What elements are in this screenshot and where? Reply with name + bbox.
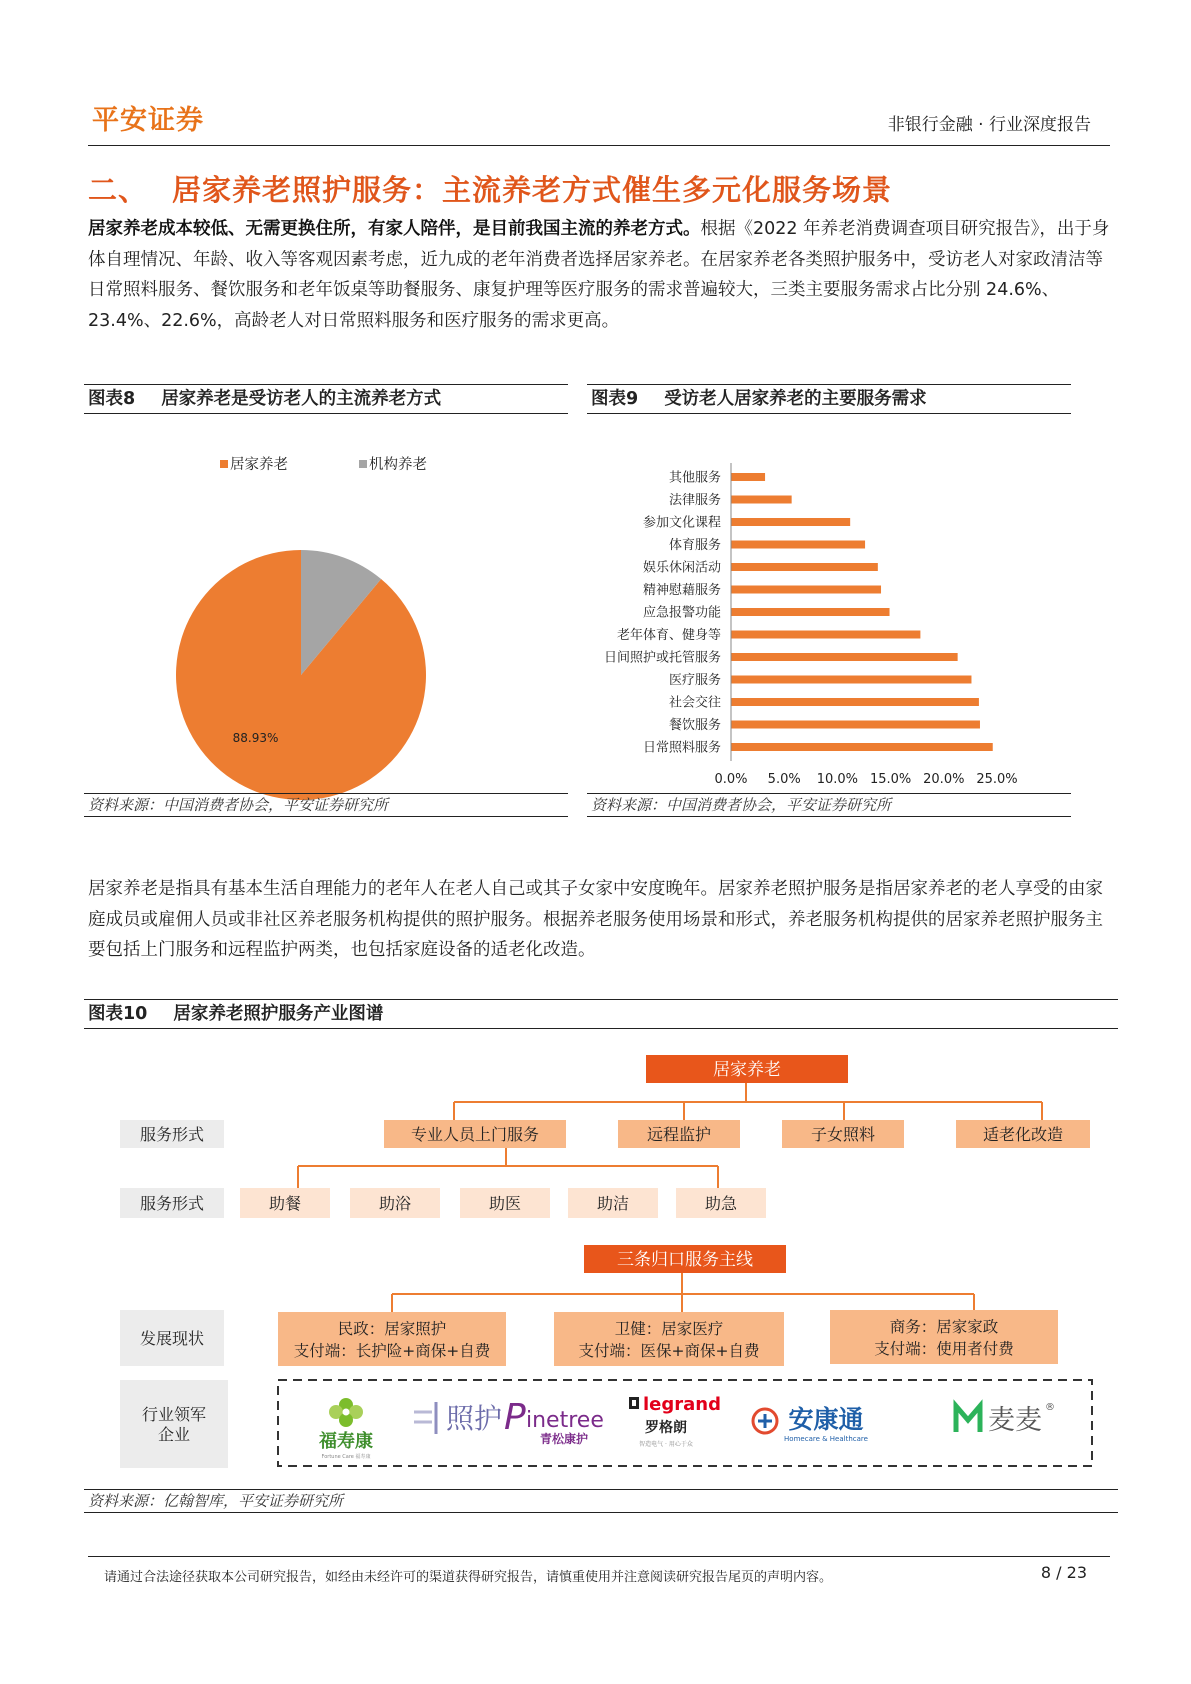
bar-category-label: 应急报警功能	[642, 605, 721, 621]
row-label-status: 发展现状	[139, 1329, 205, 1348]
company-name: legrand	[643, 1394, 721, 1415]
subform-text: 助洁	[596, 1194, 630, 1213]
bar	[731, 518, 850, 526]
bar-category-label: 精神慰藉服务	[642, 583, 721, 598]
bar	[731, 608, 890, 616]
fig10-industry-map	[84, 1040, 1118, 1480]
bar-category-label: 法律服务	[668, 493, 721, 508]
bar-category-label: 体育服务	[668, 538, 721, 553]
bar	[731, 586, 881, 594]
pie-legend	[220, 455, 427, 473]
status-line2: 支付端：使用者付费	[874, 1340, 1014, 1358]
intro-paragraph	[88, 214, 1118, 336]
company-sub: 青松康护	[539, 1432, 589, 1446]
form-text: 远程监护	[646, 1125, 712, 1144]
legend-swatch	[220, 460, 228, 468]
bar-category-label: 老年体育、健身等	[616, 628, 721, 643]
status-line1: 商务：居家家政	[889, 1318, 999, 1336]
bar	[731, 631, 920, 639]
registered-mark: ®	[1045, 1402, 1055, 1413]
legend-swatch	[359, 460, 367, 468]
root-text: 居家养老	[713, 1060, 781, 1080]
bar-axis	[714, 463, 1017, 787]
bar-category-label: 参加文化课程	[642, 515, 721, 531]
definition-paragraph: 居家养老是指具有基本生活自理能力的老年人在老人自己或其子女家中安度晚年。居家养老照护服务是指居家养老的老人享受的由家庭成员或雇佣人员或非社区养老服务机构提供的照护服务。根据养老服务使用场景和形式，养老服务机构提供的居家养老照护服务主要包括上门服务和远程监护两类，也包括家庭设备的适老化改造。	[88, 879, 1103, 960]
fig9-bar-chart	[587, 440, 1071, 787]
bar-x-tick-label: 20.0%	[923, 772, 965, 787]
pie-data-label: 88.93%	[232, 730, 279, 745]
fig8-label: 图表8	[88, 389, 136, 409]
fig8-title: 居家养老是受访老人的主流养老方式	[161, 389, 442, 409]
bar-category-labels	[604, 470, 721, 756]
bar	[731, 473, 765, 481]
intro-paragraph-lead: 居家养老成本较低、无需更换住所，有家人陪伴，是目前我国主流的养老方式。	[88, 219, 701, 239]
company-tagline: 智造电气 · 用心于众	[639, 1441, 693, 1448]
pie-slices	[176, 550, 426, 800]
bar	[731, 743, 993, 751]
fig10-source: 资料来源：亿翰智库，平安证券研究所	[84, 1489, 1118, 1513]
row-label-box	[120, 1380, 228, 1468]
bar-x-tick-label: 0.0%	[714, 772, 748, 787]
bar	[731, 676, 971, 684]
company-sub: Fortune Care 福寿康	[321, 1454, 371, 1460]
company-logo-fushoukang	[319, 1398, 373, 1460]
company-logo-pinetree	[504, 1397, 604, 1446]
fig9-title: 受访老人居家养老的主要服务需求	[664, 389, 927, 409]
section-title-text: 居家养老照护服务：主流养老方式催生多元化服务场景	[172, 173, 893, 207]
row-label-subforms: 服务形式	[139, 1194, 205, 1213]
bar	[731, 541, 865, 549]
fig9-source: 资料来源：中国消费者协会，平安证券研究所	[587, 793, 1071, 817]
company-logo-ankangtong	[753, 1405, 868, 1443]
bar	[731, 563, 878, 571]
row-label-leaders-2: 企业	[157, 1425, 191, 1444]
bar-category-label: 社会交往	[668, 695, 721, 711]
maimai-m-icon	[956, 1406, 980, 1432]
subform-text: 助医	[488, 1194, 522, 1213]
bar-category-label: 娱乐休闲活动	[642, 560, 721, 576]
footer-divider	[88, 1556, 1110, 1557]
company-logo-legrand	[629, 1394, 721, 1448]
fig10-title: 居家养老照护服务产业图谱	[173, 1004, 384, 1024]
fig10-label: 图表10	[88, 1004, 148, 1024]
fig8-pie-chart	[84, 440, 568, 770]
company-logo-zhaohu	[414, 1402, 502, 1435]
subform-text: 助餐	[268, 1194, 302, 1213]
pinetree-p-icon: P	[504, 1397, 526, 1438]
row-label-forms: 服务形式	[139, 1125, 205, 1144]
bar	[731, 496, 792, 504]
bar-x-tick-label: 25.0%	[976, 772, 1018, 787]
fig9-header	[587, 384, 1071, 414]
bar-category-label: 日间照护或托管服务	[603, 650, 721, 666]
row-label-leaders-1: 行业领军	[141, 1405, 207, 1424]
subform-text: 助浴	[378, 1194, 412, 1213]
page-number: 8 / 23	[1040, 1563, 1087, 1582]
company-logo-maimai	[956, 1402, 1055, 1436]
fig8-header	[84, 384, 568, 414]
company-sub: 罗格朗	[645, 1420, 687, 1436]
status-line1: 民政：居家照护	[337, 1320, 447, 1338]
fig8-source: 资料来源：中国消费者协会，平安证券研究所	[84, 793, 568, 817]
bar-x-tick-label: 15.0%	[869, 772, 912, 787]
status-line1: 卫健：居家医疗	[614, 1320, 724, 1338]
bar-x-tick-label: 5.0%	[767, 772, 801, 787]
section-title	[88, 168, 892, 209]
company-name: 安康通	[788, 1405, 864, 1434]
bar-category-label: 日常照料服务	[642, 740, 721, 756]
bar	[731, 698, 979, 706]
bar-category-label: 其他服务	[668, 470, 721, 486]
footer-disclaimer: 请通过合法途径获取本公司研究报告，如经由未经许可的渠道获得研究报告，请慎重使用并注意阅读研究报告尾页的声明内容。	[104, 1570, 833, 1585]
company-name: 麦麦	[988, 1405, 1042, 1436]
bar-x-tick-label: 10.0%	[816, 772, 859, 787]
legend-label: 机构养老	[369, 457, 427, 473]
company-sub: Homecare & Healthcare	[784, 1435, 868, 1443]
bar	[731, 653, 958, 661]
company-name: inetree	[526, 1408, 604, 1433]
bar-marks	[731, 473, 993, 751]
form-text: 子女照料	[810, 1125, 876, 1144]
fig10-header	[84, 999, 1118, 1029]
header-divider	[88, 145, 1110, 146]
intro-paragraph-body: 根据《2022 年养老消费调查项目研究报告》，出于身体自理情况、年龄、收入等客观因素考虑，近九成的老年消费者选择居家养老。在居家养老各类照护服务中，受访老人对家政清洁等日常照料服务、餐饮服务和老年饭桌等助餐服务、康复护理等医疗服务的需求普遍较大，三类主要服务需求占比分别 24.6%、23.4%、22.6%，高龄老人对日常照料服务和医疗服务的需求更高。	[88, 219, 1110, 331]
status-line2: 支付端：医保+商保+自费	[578, 1342, 760, 1360]
form-text: 专业人员上门服务	[410, 1125, 540, 1144]
pie-data-labels	[233, 731, 279, 745]
fig9-label: 图表9	[591, 389, 639, 409]
report-category: 非银行金融 · 行业深度报告	[887, 115, 1091, 135]
status-line2: 支付端：长护险+商保+自费	[293, 1342, 491, 1360]
bar-category-label: 医疗服务	[668, 673, 721, 688]
form-text: 适老化改造	[982, 1125, 1064, 1144]
subform-text: 助急	[704, 1194, 738, 1213]
legend-label: 居家养老	[230, 457, 288, 473]
section-number: 二、	[88, 173, 149, 207]
company-name: 福寿康	[319, 1431, 373, 1452]
company-name: 照护	[445, 1402, 503, 1435]
brand-logo: 平安证券	[92, 105, 204, 136]
bar	[731, 721, 980, 729]
bar-category-label: 餐饮服务	[668, 718, 721, 733]
mainline-text: 三条归口服务主线	[617, 1250, 753, 1270]
